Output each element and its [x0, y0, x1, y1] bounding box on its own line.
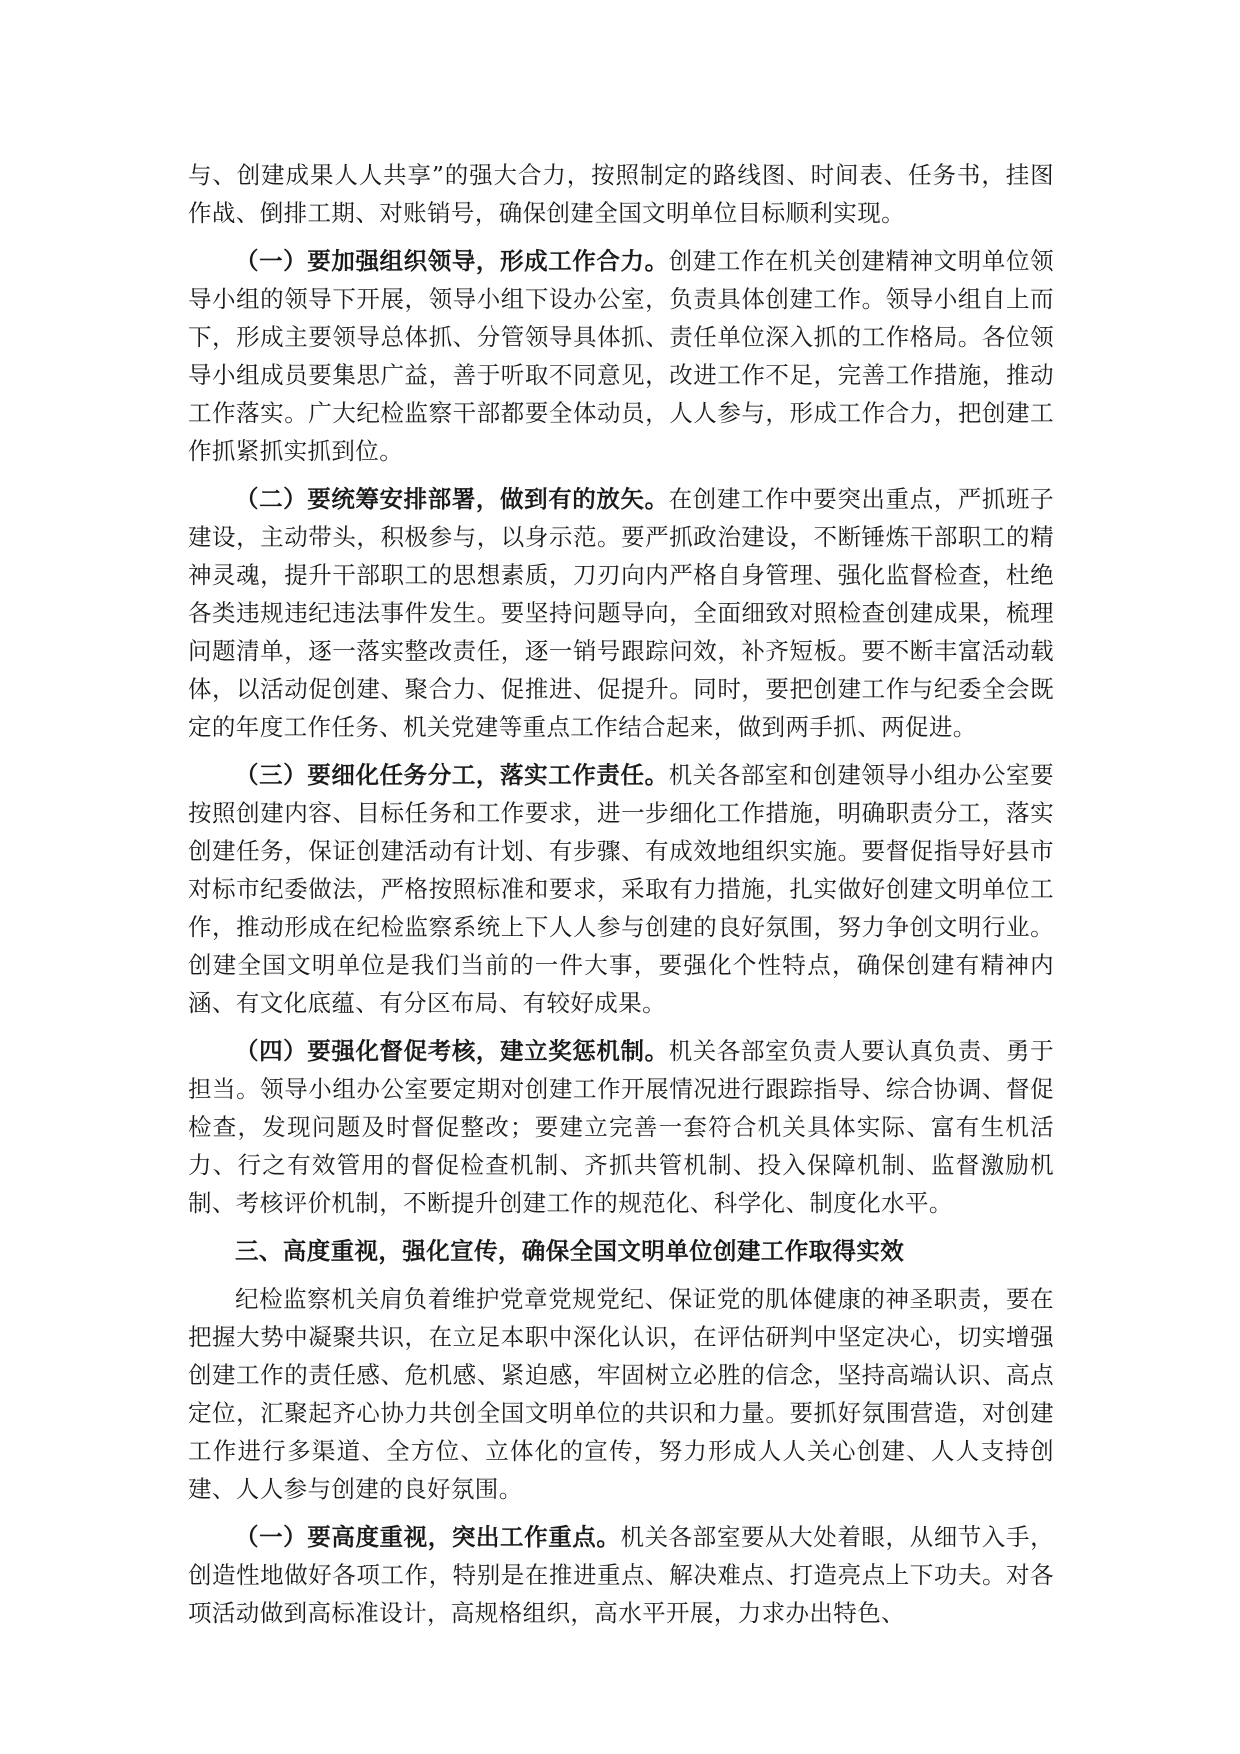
paragraph-lead: （一）要高度重视，突出工作重点。 — [235, 1523, 621, 1551]
section-heading — [188, 1232, 1054, 1270]
paragraph-text: 机关各部室和创建领导小组办公室要按照创建内容、目标任务和工作要求，进一步细化工作措施，明确职责分工，落实创建任务，保证创建活动有计划、有步骤、有成效地组织实施。要督促指导好县市对标市纪委做法，严格按照标准和要求，采取有力措施，扎实做好创建文明单位工作，推动形成在纪检监察系统上下人人参与创建的良好氛围，努力争创文明行业。创建全国文明单位是我们当前的一件大事，要强化个性特点，确保创建有精神内涵、有文化底蕴、有分区布局、有较好成果。 — [188, 761, 1054, 1017]
section-heading-text: 三、高度重视，强化宣传，确保全国文明单位创建工作取得实效 — [235, 1237, 905, 1265]
paragraph-overall-planning — [188, 480, 1054, 746]
paragraph-text: 创建工作在机关创建精神文明单位领导小组的领导下开展，领导小组下设办公室，负责具体创建工作。领导小组自上而下，形成主要领导总体抓、分管领导具体抓、责任单位深入抓的工作格局。各位领导小组成员要集思广益，善于听取不同意见，改进工作不足，完善工作措施，推动工作落实。广大纪检监察干部都要全体动员，人人参与，形成工作合力，把创建工作抓紧抓实抓到位。 — [188, 247, 1054, 465]
paragraph-lead: （三）要细化任务分工，落实工作责任。 — [235, 761, 669, 789]
paragraph-text: 纪检监察机关肩负着维护党章党规党纪、保证党的肌体健康的神圣职责，要在把握大势中凝聚共识，在立足本职中深化认识，在评估研判中坚定决心，切实增强创建工作的责任感、危机感、紧迫感，牢固树立必胜的信念，坚持高端认识、高点定位，汇聚起齐心协力共创全国文明单位的共识和力量。要抓好氛围营造，对创建工作进行多渠道、全方位、立体化的宣传，努力形成人人关心创建、人人支持创建、人人参与创建的良好氛围。 — [188, 1285, 1054, 1503]
document-page — [188, 156, 1054, 1642]
paragraph-lead: （四）要强化督促考核，建立奖惩机制。 — [235, 1037, 669, 1065]
paragraph-lead: （二）要统筹安排部署，做到有的放矢。 — [235, 485, 669, 513]
paragraph-text: 在创建工作中要突出重点，严抓班子建设，主动带头，积极参与，以身示范。要严抓政治建设，不断锤炼干部职工的精神灵魂，提升干部职工的思想素质，刀刃向内严格自身管理、强化监督检查，杜绝各类违规违纪违法事件发生。要坚持问题导向，全面细致对照检查创建成果，梳理问题清单，逐一落实整改责任，逐一销号跟踪问效，补齐短板。要不断丰富活动载体，以活动促创建、聚合力、促推进、促提升。同时，要把创建工作与纪委全会既定的年度工作任务、机关党建等重点工作结合起来，做到两手抓、两促进。 — [188, 485, 1054, 741]
paragraph-supervision-assessment — [188, 1032, 1054, 1222]
paragraph-organization-leadership — [188, 242, 1054, 470]
paragraph-continuation — [188, 156, 1054, 232]
paragraph-text: 与、创建成果人人共享”的强大合力，按照制定的路线图、时间表、任务书，挂图作战、倒排工期、对账销号，确保创建全国文明单位目标顺利实现。 — [188, 161, 1054, 227]
paragraph-task-division — [188, 756, 1054, 1022]
paragraph-section-intro — [188, 1280, 1054, 1508]
paragraph-high-priority — [188, 1518, 1054, 1632]
paragraph-text: 机关各部室要从大处着眼，从细节入手，创造性地做好各项工作，特别是在推进重点、解决难点、打造亮点上下功夫。对各项活动做到高标准设计，高规格组织，高水平开展，力求办出特色、 — [188, 1523, 1054, 1627]
paragraph-text: 机关各部室负责人要认真负责、勇于担当。领导小组办公室要定期对创建工作开展情况进行跟踪指导、综合协调、督促检查，发现问题及时督促整改；要建立完善一套符合机关具体实际、富有生机活力、行之有效管用的督促检查机制、齐抓共管机制、投入保障机制、监督激励机制、考核评价机制，不断提升创建工作的规范化、科学化、制度化水平。 — [188, 1037, 1054, 1217]
paragraph-lead: （一）要加强组织领导，形成工作合力。 — [235, 247, 669, 275]
